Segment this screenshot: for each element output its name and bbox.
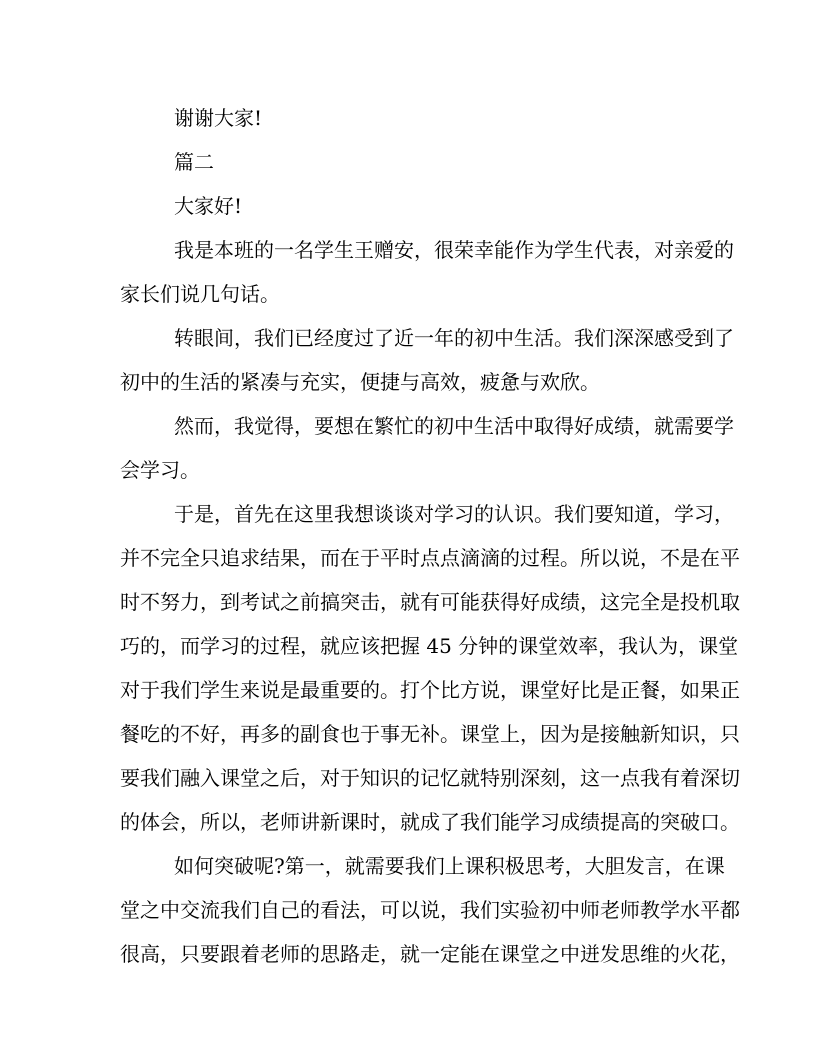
paragraph-line: 时不努力，到考试之前搞突击，就有可能获得好成绩，这完全是投机取 (120, 590, 740, 614)
paragraph-line: 餐吃的不好，再多的副食也于事无补。课堂上，因为是接触新知识，只 (120, 722, 740, 746)
paragraph-line: 然而，我觉得，要想在繁忙的初中生活中取得好成绩，就需要学 (174, 414, 734, 438)
paragraph-line: 堂之中交流我们自己的看法，可以说，我们实验初中师老师教学水平都 (120, 898, 740, 922)
paragraph-line: 如何突破呢?第一，就需要我们上课积极思考，大胆发言，在课 (174, 854, 725, 878)
paragraph-line: 很高，只要跟着老师的思路走，就一定能在课堂之中迸发思维的火花， (120, 942, 740, 966)
paragraph-line: 家长们说几句话。 (120, 282, 280, 306)
greeting-line: 大家好! (174, 194, 243, 218)
paragraph-line: 会学习。 (120, 458, 200, 482)
paragraph-line: 初中的生活的紧凑与充实，便捷与高效，疲惫与欢欣。 (120, 370, 600, 394)
paragraph-line: 对于我们学生来说是最重要的。打个比方说，课堂好比是正餐，如果正 (120, 678, 740, 702)
closing-line: 谢谢大家! (174, 106, 263, 130)
section-heading: 篇二 (174, 150, 214, 174)
paragraph-line: 于是，首先在这里我想谈谈对学习的认识。我们要知道，学习， (174, 502, 734, 526)
paragraph-line: 要我们融入课堂之后，对于知识的记忆就特别深刻，这一点我有着深切 (120, 766, 740, 790)
paragraph-line: 转眼间，我们已经度过了近一年的初中生活。我们深深感受到了 (174, 326, 734, 350)
paragraph-line: 的体会，所以，老师讲新课时，就成了我们能学习成绩提高的突破口。 (120, 810, 740, 834)
paragraph-line: 并不完全只追求结果，而在于平时点点滴滴的过程。所以说，不是在平 (120, 546, 740, 570)
paragraph-line: 我是本班的一名学生王赠安，很荣幸能作为学生代表，对亲爱的 (174, 238, 734, 262)
paragraph-line: 巧的，而学习的过程，就应该把握 45 分钟的课堂效率，我认为，课堂 (120, 634, 739, 658)
